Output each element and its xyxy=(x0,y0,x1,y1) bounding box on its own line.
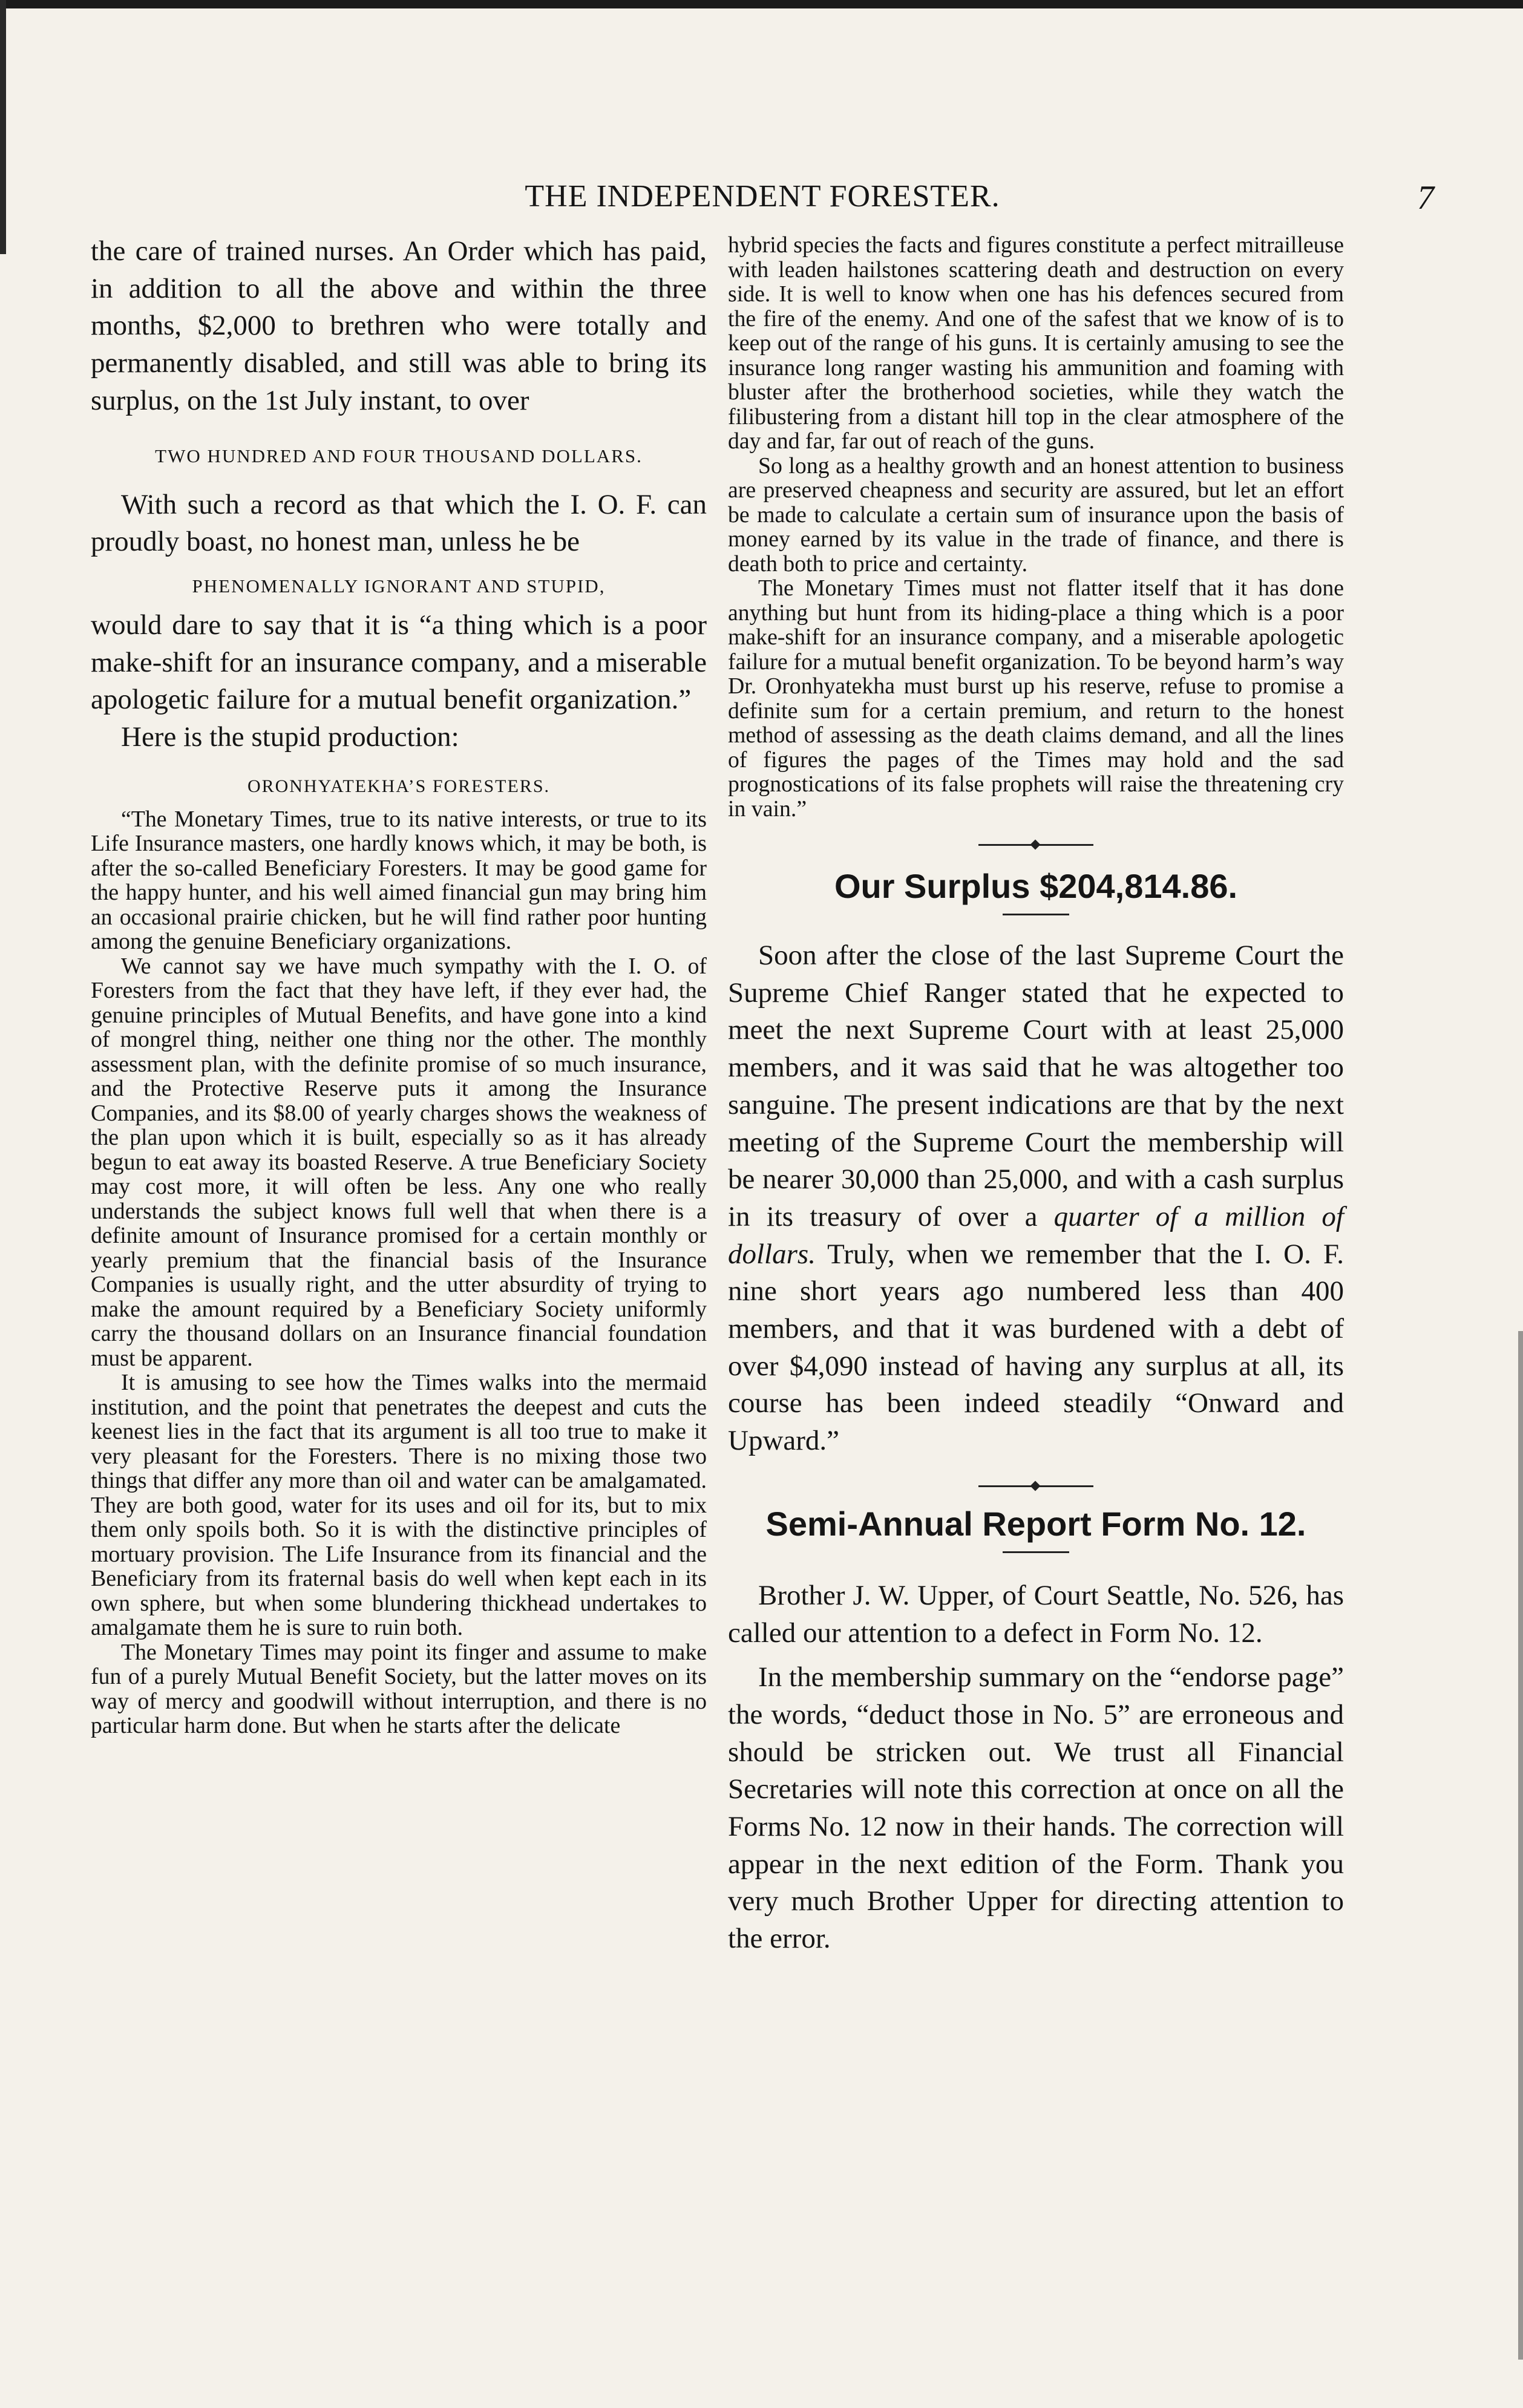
page-header xyxy=(91,178,1434,221)
running-title: THE INDEPENDENT FORESTER. xyxy=(525,179,1000,214)
section-heading: Our Surplus $204,814.86. xyxy=(834,867,1238,905)
short-rule xyxy=(1003,1551,1069,1553)
quoted-paragraph: It is amusing to see how the Times walks into the mermaid institution, and the point that penetrates the deepest and cuts the keenest lies in the fact that its argument is all too true to make it very pleasant for the Foresters. There is no mixing those two things that differ any more than oil and water can be amalgamated. They are both good, water for its uses and oil for its, but to mix them only spoils both. So it is with the distinctive principles of mortuary provision. The Life Insurance from its financial and the Beneficiary from its fraternal basis do well when kept each in its own sphere, but when some blundering thickhead undertakes to amalgamate them he is sure to ruin both. xyxy=(91,1370,707,1641)
paragraph: Soon after the close of the last Supreme Court the Supreme Chief Ranger stated that he expected to meet the next Supreme Court with at least 25,000 members, and it was said that he was altogether too sanguine. The present indications are that by the next meeting of the Supreme Court the membership will be nearer 30,000 than 25,000, and with a cash surplus in its treasury of over a quarter of a million of dollars. Truly, when we remember that the I. O. F. nine short years ago numbered less than 400 members, and that it was burdened with a debt of over $4,090 instead of having any surplus at all, its course has been indeed steadily “Onward and Upward.” xyxy=(728,940,1344,1457)
ornament-rule xyxy=(978,844,1093,846)
paragraph: would dare to say that it is “a thing which is a poor make-shift for an insurance company, and a miserable apologetic failure for a mutual benefit organization.” xyxy=(91,609,707,716)
caps-line: TWO HUNDRED AND FOUR THOUSAND DOLLARS. xyxy=(155,445,643,466)
quoted-paragraph: The Monetary Times may point its finger and assume to make fun of a purely Mutual Benefit Society, but the latter moves on its way of mercy and goodwill without interruption, and there is no particular harm done. But when he starts after the delicate xyxy=(91,1639,707,1739)
quoted-paragraph: So long as a healthy growth and an honest attention to business are preserved cheapness and security are assured, but let an effort be made to calculate a certain sum of insurance upon the basis of money earned by its value in the trade of finance, and there is death both to price and certainty. xyxy=(728,453,1344,577)
scan-left-edge xyxy=(0,0,6,254)
caps-line: PHENOMENALLY IGNORANT AND STUPID, xyxy=(192,575,606,597)
section-heading: Semi-Annual Report Form No. 12. xyxy=(765,1504,1306,1543)
right-column xyxy=(728,233,1344,1958)
quoted-paragraph: hybrid species the facts and figures constitute a perfect mitrailleuse with leaden hailstones scattering death and destruction on every side. It is well to know when one has his defences secured from the fire of the enemy. And one of the safest that we know of is to keep out of the range of his guns. It is certainly amusing to see the insurance long ranger wasting his ammunition and foaming with bluster after the brotherhood societies, while they watch the filibustering from a distant hill top in the clear atmosphere of the day and far, far out of reach of the guns. xyxy=(728,232,1344,454)
caps-line: ORONHYATEKHA’S FORESTERS. xyxy=(247,776,551,796)
italic-phrase: quarter of a million of dollars. xyxy=(728,1200,1344,1270)
paragraph: Here is the stupid production: xyxy=(121,721,459,753)
ornament-rule xyxy=(978,1485,1093,1487)
scan-right-edge xyxy=(1518,1331,1523,2360)
quoted-paragraph: We cannot say we have much sympathy with the I. O. of Foresters from the fact that they have left, if they ever had, the genuine principles of Mutual Benefits, and have gone into a kind of mongrel thing, neither one thing nor the other. The monthly assessment plan, with the definite promise of so much insurance, and the Protective Reserve puts it among the Insurance Companies, and its $8.00 of yearly charges shows the weakness of the plan upon which it is built, especially so as it has already begun to eat away its boasted Reserve. A true Beneficiary Society may cost more, it will often be less. Any one who really understands the subject knows full well that when there is a definite amount of Insurance promised for a certain monthly or yearly premium that the financial basis of the Insurance Companies is usually right, and the utter absurdity of trying to make the amount required by a Beneficiary Society uniformly carry the thousand dollars on an Insurance financial foundation must be apparent. xyxy=(91,953,707,1371)
paragraph: With such a record as that which the I. O. F. can proudly boast, no honest man, unless he be xyxy=(91,488,707,558)
paragraph: the care of trained nurses. An Order which has paid, in addition to all the above and within the three months, $2,000 to brethren who were totally and permanently disabled, and still was able to bring its surplus, on the 1st July instant, to over xyxy=(91,235,707,416)
quoted-paragraph: The Monetary Times must not flatter itself that it has done anything but hunt from its hiding-place a thing which is a poor make-shift for an insurance company, and a miserable apologetic failure for a mutual benefit organization. To be beyond harm’s way Dr. Oronhyatekha must burst up his reserve, refuse to promise a definite sum for a certain premium, and return to the honest method of assessing as the death claims demand, and all the lines of figures the pages of the Times may hold and the sad prognostications of its false prophets will raise the threatening cry in vain.” xyxy=(728,575,1344,822)
paragraph: In the membership summary on the “endorse page” the words, “deduct those in No. 5” are erroneous and should be stricken out. We trust all Financial Secretaries will note this correction at once on all the Forms No. 12 now in their hands. The correction will appear in the next edition of the Form. Thank you very much Brother Upper for directing attention to the error. xyxy=(728,1661,1344,1955)
short-rule xyxy=(1003,914,1069,915)
quoted-paragraph: “The Monetary Times, true to its native interests, or true to its Life Insurance masters, one hardly knows which, it may be both, is after the so-called Beneficiary Foresters. It may be good game for the happy hunter, and his well aimed financial gun may bring him an occasional prairie chicken, but he will find rather poor hunting among the genuine Beneficiary organizations. xyxy=(91,806,707,955)
scan-top-edge xyxy=(0,0,1523,8)
page-number: 7 xyxy=(1417,179,1434,217)
left-column xyxy=(91,233,707,1738)
paragraph: Brother J. W. Upper, of Court Seattle, No. 526, has called our attention to a defect in Form No. 12. xyxy=(728,1579,1344,1649)
